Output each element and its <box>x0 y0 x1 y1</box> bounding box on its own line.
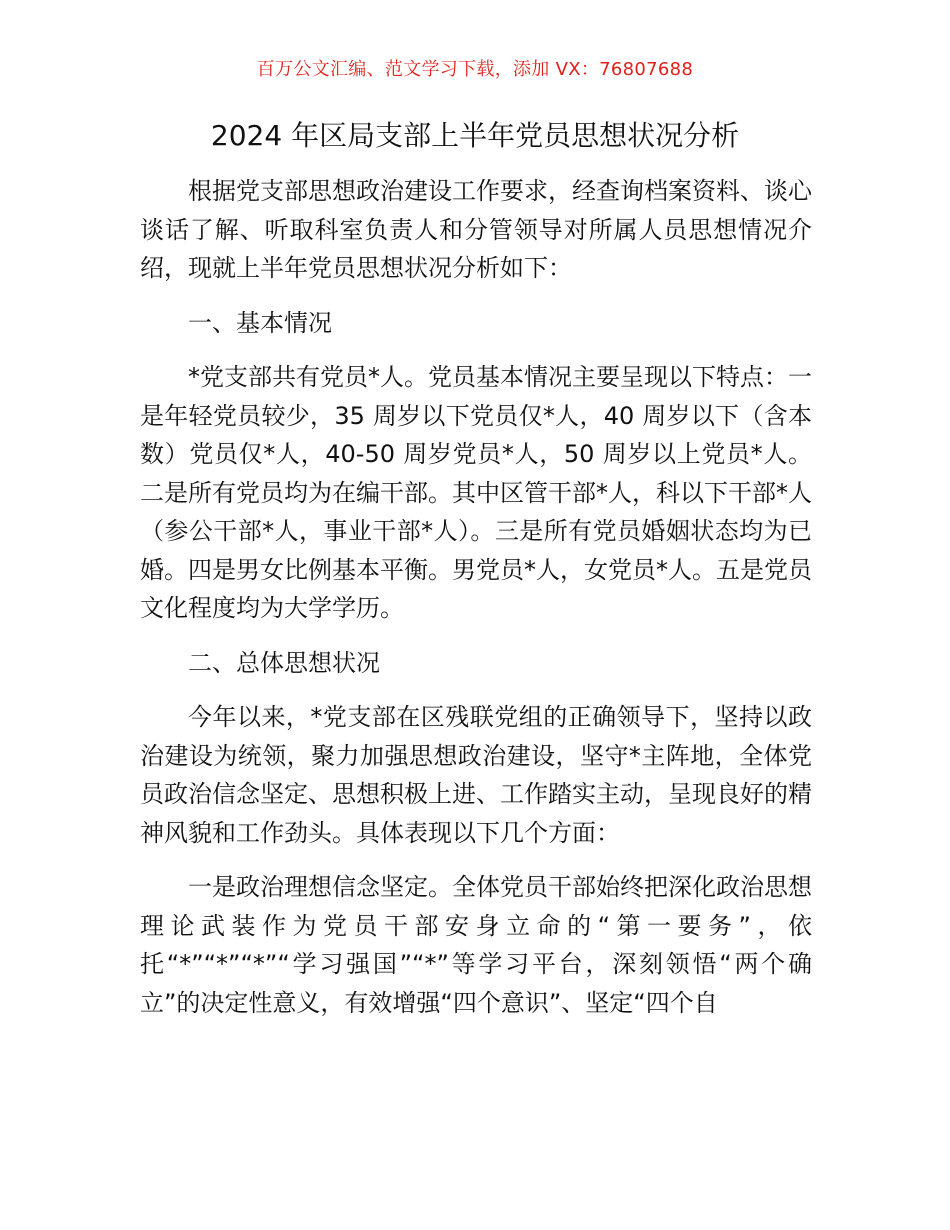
section-heading-basic: 一、基本情况 <box>188 308 332 337</box>
header-promo-text: 百万公文汇编、范文学习下载，添加 VX：76807688 <box>256 59 694 80</box>
basic-situation-paragraph: *党支部共有党员*人。党员基本情况主要呈现以下特点：一是年轻党员较少，35 周岁以下党员仅*人，40 周岁以下（含本数）党员仅*人，40-50 周岁党员*人，50 周岁以上党员*人。二是所有党员均为在编干部。其中区管干部*人，科以下干部*人（参公干部*人，事业干部*人）。三是所有党员婚姻状态均为已婚。四是男女比例基本平衡。男党员*人，女党员*人。五是党员文化程度均为大学学历。 <box>140 363 812 622</box>
document-title: 2024 年区局支部上半年党员思想状况分析 <box>210 119 740 152</box>
intro-paragraph: 根据党支部思想政治建设工作要求，经查询档案资料、谈心谈话了解、听取科室负责人和分管领导对所属人员思想情况介绍，现就上半年党员思想状况分析如下： <box>140 177 812 282</box>
point-one-paragraph: 一是政治理想信念坚定。全体党员干部始终把深化政治思想理论武装作为党员干部安身立命的“第一要务”，依托“*”“*”“*”“学习强国”“*”等学习平台，深刻领悟“两个确立”的决定性意义，有效增强“四个意识”、坚定“四个自 <box>140 873 812 1017</box>
overall-situation-paragraph: 今年以来，*党支部在区残联党组的正确领导下，坚持以政治建设为统领，聚力加强思想政治建设，坚守*主阵地，全体党员政治信念坚定、思想积极上进、工作踏实主动，呈现良好的精神风貌和工作劲头。具体表现以下几个方面： <box>140 703 812 847</box>
document-body <box>140 172 812 1022</box>
section-heading-overall: 二、总体思想状况 <box>188 648 380 677</box>
